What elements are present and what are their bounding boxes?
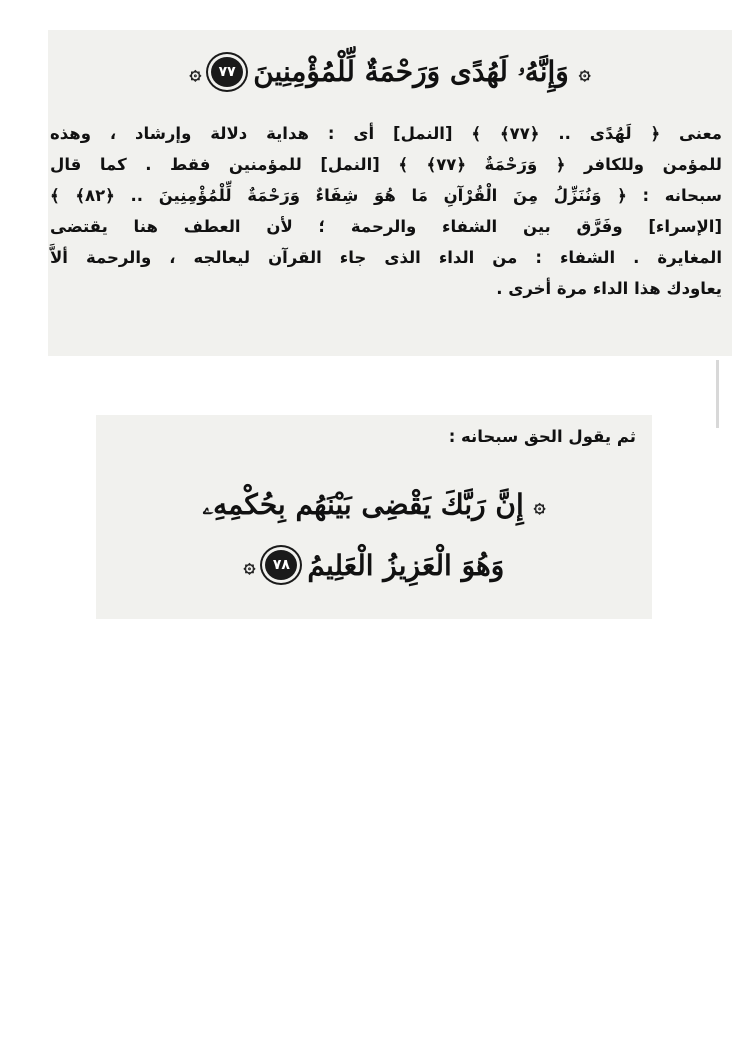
commentary-line: يعاودك هذا الداء مرة أخرى . xyxy=(496,279,722,298)
commentary-text xyxy=(50,118,722,304)
verse-text: وَإِنَّهُۥ لَهُدًى وَرَحْمَةٌ لِّلْمُؤْمِنِينَ xyxy=(253,55,569,88)
scan-edge-mark xyxy=(716,360,719,428)
commentary-panel xyxy=(48,30,732,356)
ornament-icon: ۞ xyxy=(533,493,546,517)
commentary-line: المغايرة . الشفاء : من الداء الذى جاء القرآن ليعالجه ، والرحمة ألاَّ xyxy=(50,248,722,267)
ornament-icon: ۞ xyxy=(578,60,591,84)
commentary-line: معنى ﴿ لَهُدًى .. ﴿٧٧﴾ ﴾ [النمل] أى : هداية دلالة وإرشاد ، وهذه xyxy=(50,124,722,143)
commentary-line: [الإسراء] وفَرَّق بين الشفاء والرحمة ؛ لأن العطف هنا يقتضى xyxy=(50,217,722,236)
ornament-icon: ۞ xyxy=(189,60,202,84)
verse-line-1 xyxy=(96,481,652,529)
verse-text: وَهُوَ الْعَزِيزُ الْعَلِيمُ xyxy=(307,548,505,582)
verse-heading xyxy=(48,48,732,96)
verse-number-badge: ٧٨ xyxy=(265,550,297,580)
commentary-line: سبحانه : ﴿ وَنُنَزِّلُ مِنَ الْقُرْآنِ مَا هُوَ شِفَاءٌ وَرَحْمَةٌ لِّلْمُؤْمِنِينَ .. ﴿٨٢﴾ ﴾ xyxy=(50,186,722,205)
intro-text: ثم يقول الحق سبحانه : xyxy=(448,427,636,446)
next-verse-panel xyxy=(96,415,652,619)
verse-number-badge: ٧٧ xyxy=(211,57,243,87)
commentary-line: للمؤمن وللكافر ﴿ وَرَحْمَةٌ ﴿٧٧﴾ ﴾ [النمل] للمؤمنين فقط . كما قال xyxy=(50,155,722,174)
ornament-icon: ۞ xyxy=(243,553,256,577)
verse-text: إِنَّ رَبَّكَ يَقْضِى بَيْنَهُم بِحُكْمِهِۦ xyxy=(202,488,524,521)
verse-line-2 xyxy=(96,541,652,589)
